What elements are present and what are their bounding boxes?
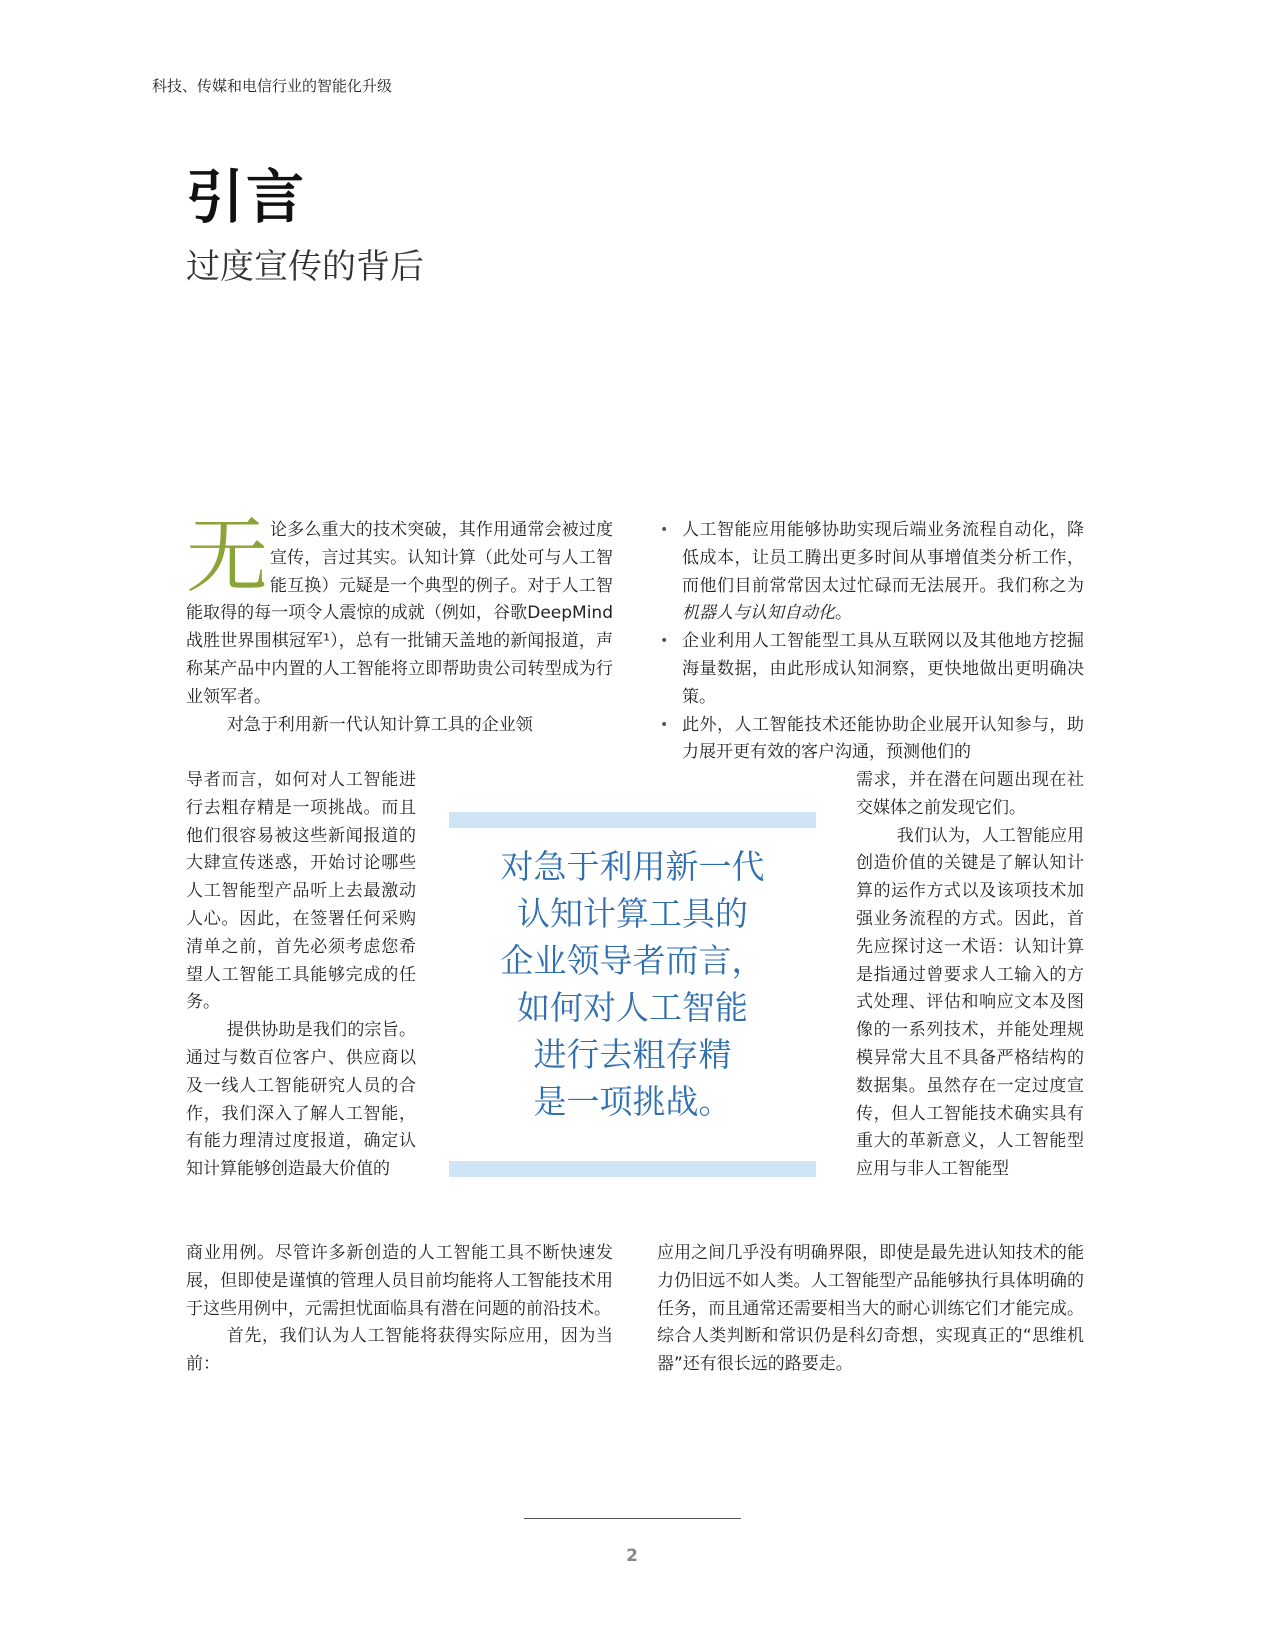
intro-column-left-top xyxy=(186,509,613,739)
page-subtitle: 过度宣传的背后 xyxy=(186,247,424,287)
bullet-item: • 企业利用人工智能型工具从互联网以及其他地方挖掘海量数据，由此形成认知洞察，更快地做出更明确决策。 xyxy=(657,628,1084,711)
paragraph-2-start: 对急于利用新一代认知计算工具的企业领 xyxy=(226,714,533,735)
pullquote-line: 是一项挑战。 xyxy=(533,1082,732,1121)
pullquote-line: 认知计算工具的 xyxy=(517,894,748,933)
left-column-bottom xyxy=(186,1240,613,1379)
paragraph-5: 我们认为，人工智能应用创造价值的关键是了解认知计算的运作方式以及该项技术加强业务流程的方式。因此，首先应探讨这一术语：认知计算是指通过曾要求人工输入的方式处理、评估和响应文本及图像的一系列技术，并能处理规模异常大且不具备严格结构的数据集。虽然存在一定过度宣传，但人工智能技术确实具有重大的革新意义，人工智能型应用与非人工智能型 xyxy=(856,825,1084,1180)
page-title: 引言 xyxy=(186,163,307,231)
running-header: 科技、传媒和电信行业的智能化升级 xyxy=(152,77,393,95)
bullet-emphasis: 机器人与认知自动化 xyxy=(682,603,835,624)
bullet-item: • 此外，人工智能技术还能协助企业展开认知参与，助力展开更有效的客户沟通，预测他们的 xyxy=(657,712,1084,768)
benefit-bullet-list xyxy=(657,517,1084,767)
drop-cap: 无 xyxy=(186,509,269,604)
page-number: 2 xyxy=(626,1546,638,1566)
left-column-narrow xyxy=(186,767,416,1184)
bullet-item: • 人工智能应用能够协助实现后端业务流程自动化，降低成本，让员工腾出更多时间从事增值类分析工作，而他们目前常常因太过忙碌而无法展开。我们称之为机器人与认知自动化。 xyxy=(657,517,1084,628)
paragraph-3-end: 商业用例。尽管许多新创造的人工智能工具不断快速发展，但即使是谨慎的管理人员目前均能将人工智能技术用于这些用例中，元需担忧面临具有潜在问题的前沿技术。 xyxy=(186,1243,613,1319)
pullquote-line: 进行去粗存精 xyxy=(533,1035,732,1074)
intro-paragraph: 论多么重大的技术突破，其作用通常会被过度宣传，言过其实。认知计算（此处可与人工智能互换）元疑是一个典型的例子。对于人工智能取得的每一项令人震惊的成就（例如，谷歌DeepMind战胜世界围棋冠军¹），总有一批铺天盖地的新闻报道，声称某产品中内置的人工智能将立即帮助贵公司转型成为行业领军者。 xyxy=(186,520,613,707)
pullquote-line: 对急于利用新一代 xyxy=(500,847,765,886)
pullquote xyxy=(449,843,816,1125)
pullquote-line: 如何对人工智能 xyxy=(517,988,748,1027)
paragraph-4: 首先，我们认为人工智能将获得实际应用，因为当前： xyxy=(186,1326,613,1375)
paragraph-3: 提供协助是我们的宗旨。通过与数百位客户、供应商以及一线人工智能研究人员的合作，我们深入了解人工智能，有能力理清过度报道，确定认知计算能够创造最大价值的 xyxy=(186,1020,416,1180)
pullquote-bar-bottom xyxy=(449,1161,816,1177)
footer-divider xyxy=(524,1518,741,1519)
right-column-narrow xyxy=(856,767,1084,1184)
bullet-3-continuation: 需求，并在潜在问题出现在社交媒体之前发现它们。 xyxy=(856,770,1084,818)
pullquote-line: 企业领导者而言， xyxy=(500,941,765,980)
paragraph-5-end: 应用之间几乎没有明确界限，即使是最先进认知技术的能力仍旧远不如人类。人工智能型产品能够执行具体明确的任务，而且通常还需要相当大的耐心训练它们才能完成。综合人类判断和常识仍是科幻奇想，实现真正的“思维机器”还有很长远的路要走。 xyxy=(657,1243,1084,1375)
paragraph-2-rest: 导者而言，如何对人工智能进行去粗存精是一项挑战。而且他们很容易被这些新闻报道的大肆宣传迷惑，开始讨论哪些人工智能型产品听上去最激动人心。因此，在签署任何采购清单之前，首先必须考虑您希望人工智能工具能够完成的任务。 xyxy=(186,770,416,1013)
pullquote-bar-top xyxy=(449,812,816,828)
right-column-bottom xyxy=(657,1240,1084,1379)
